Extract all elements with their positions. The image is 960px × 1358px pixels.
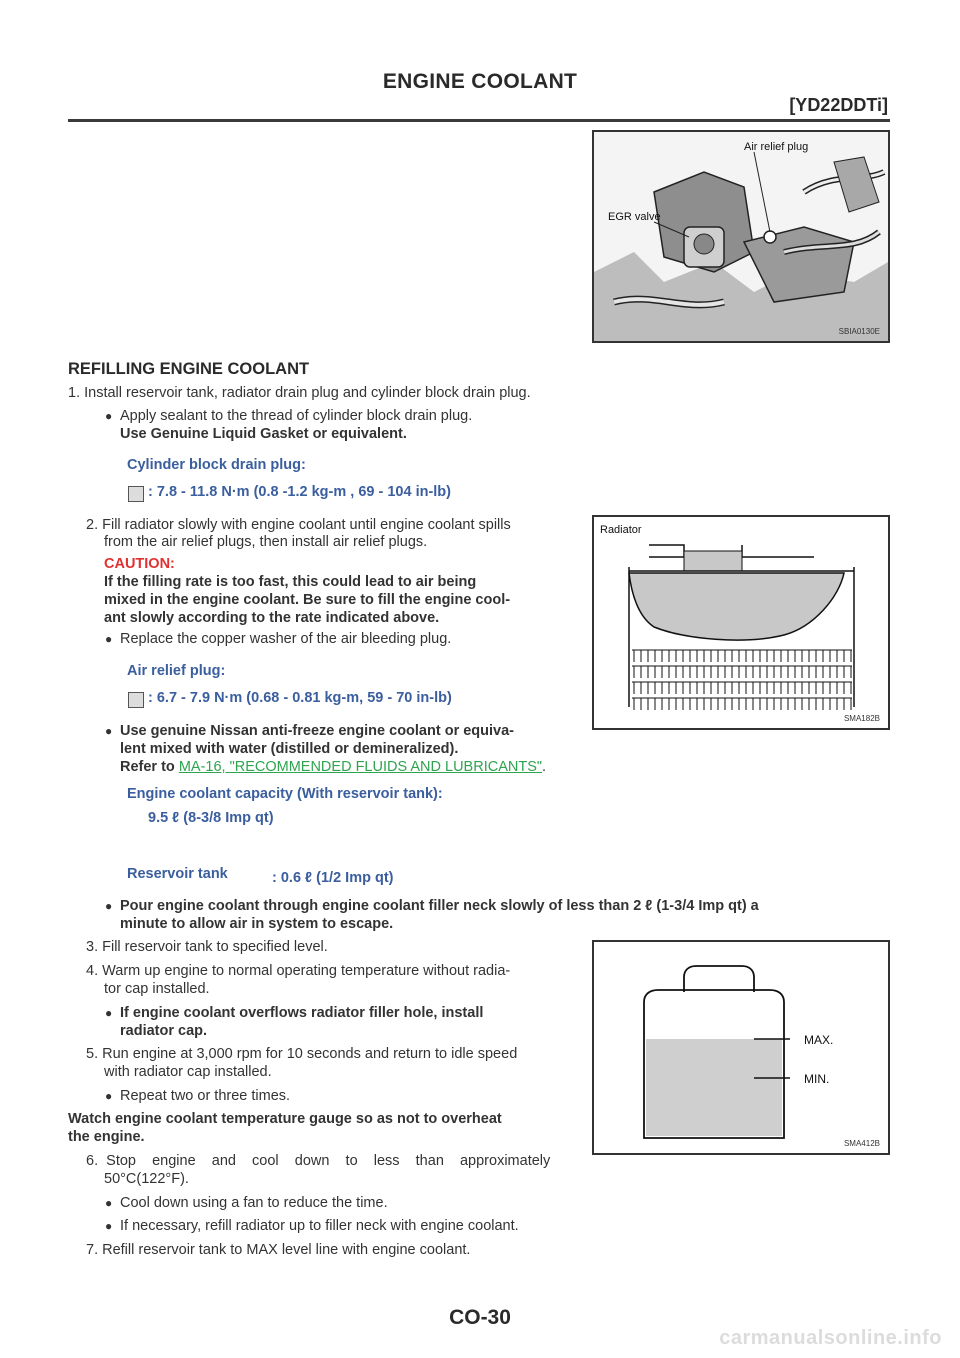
engine-illustration: [594, 132, 888, 341]
capacity-value: 9.5 ℓ (8-3/8 Imp qt): [148, 810, 274, 826]
header-rule: [68, 119, 890, 122]
watch-note-line1: Watch engine coolant temperature gauge so as not to overheat: [68, 1111, 502, 1127]
step-5-bullet: ● Repeat two or three times.: [105, 1088, 291, 1104]
reservoir-figure: [592, 940, 890, 1155]
recommended-fluids-link[interactable]: MA-16, "RECOMMENDED FLUIDS AND LUBRICANTS": [178, 759, 543, 775]
step-6-line1: 6. Stop engine and cool down to less than approximately: [86, 1153, 551, 1169]
torque-wrench-icon: [128, 486, 144, 502]
step-6-bullet1: ● Cool down using a fan to reduce the time.: [105, 1195, 388, 1211]
watch-note-line2: the engine.: [68, 1129, 145, 1145]
step-3: 3. Fill reservoir tank to specified level.: [86, 939, 328, 955]
figure-code: SMA182B: [843, 714, 880, 723]
page-number: CO-30: [449, 1306, 511, 1329]
radiator-label: Radiator: [600, 524, 642, 536]
bullet-icon: ●: [105, 899, 113, 913]
air-relief-plug-label: Air relief plug: [744, 141, 809, 153]
radiator-figure: [592, 515, 890, 730]
spec-air-relief-label: Air relief plug:: [127, 663, 226, 679]
step-5-line1: 5. Run engine at 3,000 rpm for 10 seconds and return to idle speed: [86, 1046, 518, 1062]
page-title: ENGINE COOLANT: [382, 70, 578, 93]
bullet-icon: ●: [105, 1006, 113, 1020]
bullet-icon: ●: [105, 1196, 113, 1210]
step-6-bullet2: ● If necessary, refill radiator up to filler neck with engine coolant.: [105, 1218, 519, 1234]
caution-line2: mixed in the engine coolant. Be sure to fill the engine cool-: [104, 592, 511, 608]
step-2-line2: from the air relief plugs, then install air relief plugs.: [104, 534, 428, 550]
step-1-bold-note: Use Genuine Liquid Gasket or equivalent.: [120, 426, 407, 442]
reservoir-value: : 0.6 ℓ (1/2 Imp qt): [272, 870, 394, 886]
spec-air-relief-value: : 6.7 - 7.9 N·m (0.68 - 0.81 kg-m, 59 - 70 in-lb): [148, 690, 452, 706]
step-6-line2: 50°C(122°F).: [104, 1171, 189, 1187]
bullet-icon: ●: [105, 724, 113, 738]
section-title: REFILLING ENGINE COOLANT: [68, 360, 310, 378]
pour-instruction: ● Pour engine coolant through engine coolant filler neck slowly of less than 2 ℓ (1-3/4 Imp qt) a: [105, 898, 759, 914]
bullet-icon: ●: [105, 409, 113, 423]
step-2-bullet1: ● Replace the copper washer of the air bleeding plug.: [105, 631, 452, 647]
step-1-bullet: ● Apply sealant to the thread of cylinder block drain plug.: [105, 408, 473, 424]
step-2-bullet2: ● Use genuine Nissan anti-freeze engine coolant or equiva-: [105, 723, 515, 739]
step-4-line2: tor cap installed.: [104, 981, 210, 997]
pour-instruction-line2: minute to allow air in system to escape.: [120, 916, 394, 932]
capacity-label: Engine coolant capacity (With reservoir tank):: [127, 786, 443, 802]
egr-valve-label: EGR valve: [608, 211, 661, 223]
spec-cylinder-value: : 7.8 - 11.8 N·m (0.8 -1.2 kg-m , 69 - 104 in-lb): [148, 484, 451, 500]
step-4-bullet: ● If engine coolant overflows radiator filler hole, install: [105, 1005, 484, 1021]
refer-line: Refer to MA-16, "RECOMMENDED FLUIDS AND LUBRICANTS".: [120, 759, 547, 775]
max-label: MAX.: [804, 1033, 834, 1047]
reservoir-illustration: [594, 942, 888, 1153]
bullet-icon: ●: [105, 1089, 113, 1103]
reservoir-label: Reservoir tank: [127, 866, 228, 882]
watermark: carmanualsonline.info: [719, 1327, 942, 1349]
bullet-icon: ●: [105, 632, 113, 646]
step-7: 7. Refill reservoir tank to MAX level line with engine coolant.: [86, 1242, 471, 1258]
egr-air-relief-figure: [592, 130, 890, 343]
step-5-line2: with radiator cap installed.: [104, 1064, 272, 1080]
spec-cylinder-label: Cylinder block drain plug:: [127, 457, 306, 473]
bullet-icon: ●: [105, 1219, 113, 1233]
step-4-line1: 4. Warm up engine to normal operating temperature without radia-: [86, 963, 511, 979]
engine-code: [YD22DDTi]: [789, 95, 888, 115]
figure-code: SMA412B: [843, 1139, 880, 1148]
step-1: 1. Install reservoir tank, radiator drain plug and cylinder block drain plug.: [68, 385, 531, 401]
torque-wrench-icon: [128, 692, 144, 708]
step-2-line1: 2. Fill radiator slowly with engine coolant until engine coolant spills: [86, 517, 511, 533]
step-2-bullet2-line2: lent mixed with water (distilled or demineralized).: [120, 741, 459, 757]
step-4-bullet-line2: radiator cap.: [120, 1023, 208, 1039]
caution-line1: If the filling rate is too fast, this could lead to air being: [104, 574, 477, 590]
figure-code: SBIA0130E: [838, 327, 880, 336]
radiator-fins: [594, 517, 888, 728]
caution-line3: ant slowly according to the rate indicated above.: [104, 610, 440, 626]
caution-label: CAUTION:: [104, 556, 175, 572]
min-label: MIN.: [804, 1072, 830, 1086]
